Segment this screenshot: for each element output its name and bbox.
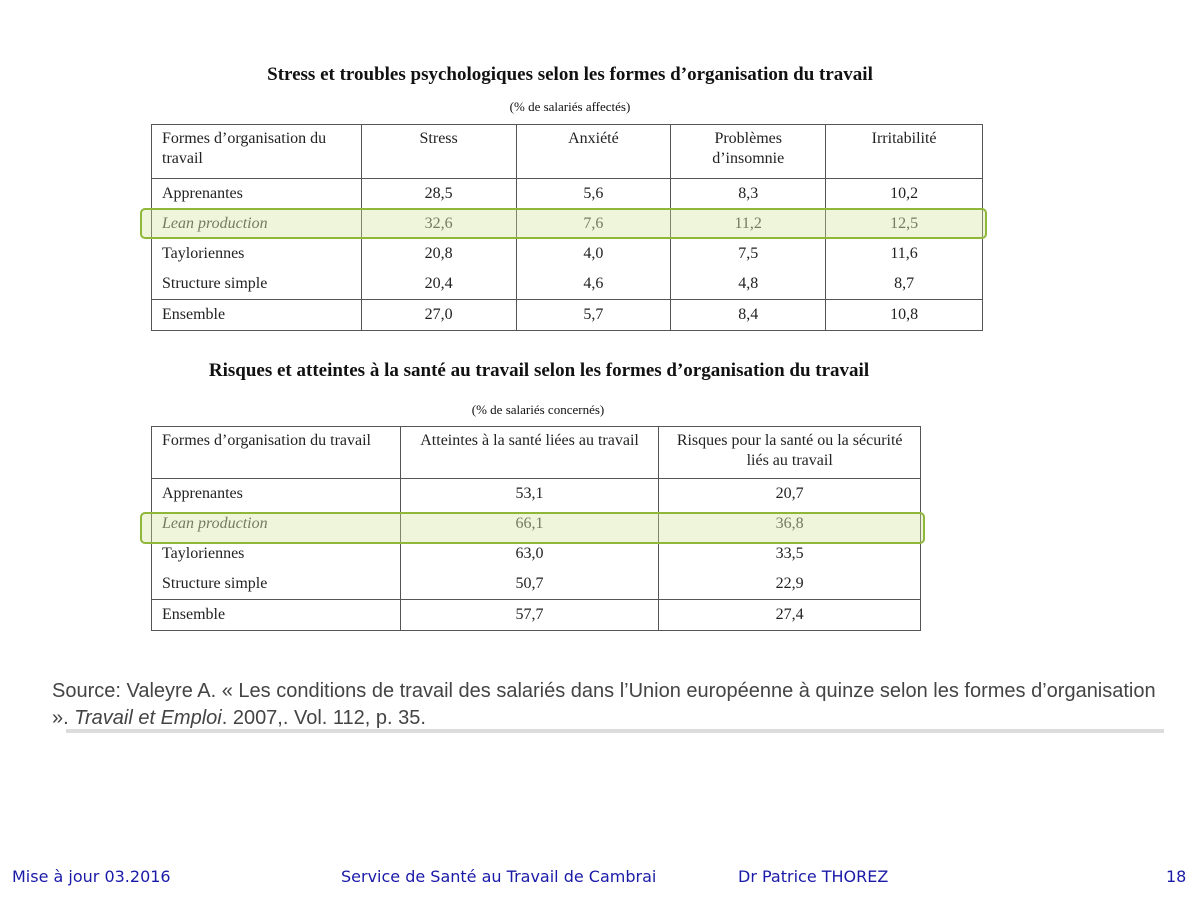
table1-title: Stress et troubles psychologiques selon les formes d’organisation du travail: [267, 64, 873, 85]
cell: 20,7: [659, 479, 921, 510]
cell: 20,4: [361, 269, 516, 300]
cell: 27,4: [659, 600, 921, 631]
source-text: Source: Valeyre A. « Les conditions de travail des salariés dans l’Union européenne à quinze selon les formes d’organisation ».: [52, 680, 1156, 729]
table2-subtitle: (% de salariés concernés): [471, 402, 605, 417]
cell: 11,2: [671, 209, 826, 239]
cell: 57,7: [400, 600, 659, 631]
table-row-highlighted: [152, 509, 921, 539]
table1-header-irritabilite: Irritabilité: [826, 125, 983, 179]
row-label: Apprenantes: [152, 479, 401, 510]
cell: 20,8: [361, 239, 516, 269]
cell: 50,7: [400, 569, 659, 600]
table-row: [152, 539, 921, 569]
table2: [151, 426, 921, 631]
cell: 32,6: [361, 209, 516, 239]
table-row: [152, 269, 983, 300]
source-divider: [66, 729, 1164, 733]
cell: 33,5: [659, 539, 921, 569]
table-row-highlighted: [152, 209, 983, 239]
source-details: . 2007,. Vol. 112, p. 35.: [221, 707, 426, 729]
cell: 10,2: [826, 179, 983, 210]
cell: 63,0: [400, 539, 659, 569]
table2-header-risques: Risques pour la santé ou la sécurité liés au travail: [659, 427, 921, 479]
table2-header-atteintes: Atteintes à la santé liées au travail: [400, 427, 659, 479]
row-label: Apprenantes: [152, 179, 362, 210]
table-row: [152, 179, 983, 210]
cell: 8,7: [826, 269, 983, 300]
cell: 8,3: [671, 179, 826, 210]
row-label: Lean production: [152, 209, 362, 239]
footer-author: Dr Patrice THOREZ: [738, 867, 889, 886]
footer-page-number: 18: [1166, 867, 1187, 886]
table1-header-forme: Formes d’organisation du travail: [152, 125, 362, 179]
table1-header-anxiete: Anxiété: [516, 125, 671, 179]
table2-header-forme: Formes d’organisation du travail: [152, 427, 401, 479]
cell: 10,8: [826, 300, 983, 331]
table-row: [152, 479, 921, 510]
row-label: Ensemble: [152, 300, 362, 331]
source-journal: Travail et Emploi: [74, 707, 222, 729]
row-label: Tayloriennes: [152, 539, 401, 569]
row-label: Tayloriennes: [152, 239, 362, 269]
footer-service: Service de Santé au Travail de Cambrai: [341, 867, 657, 886]
cell: 27,0: [361, 300, 516, 331]
cell: 4,0: [516, 239, 671, 269]
cell: 66,1: [400, 509, 659, 539]
footer-update-date: Mise à jour 03.2016: [12, 867, 171, 886]
cell: 5,7: [516, 300, 671, 331]
cell: 12,5: [826, 209, 983, 239]
table-row-total: [152, 600, 921, 631]
cell: 28,5: [361, 179, 516, 210]
table1-subtitle: (% de salariés affectés): [509, 99, 631, 114]
cell: 8,4: [671, 300, 826, 331]
table-row-total: [152, 300, 983, 331]
table-row: [152, 569, 921, 600]
table-row: [152, 239, 983, 269]
table1-header-stress: Stress: [361, 125, 516, 179]
table2-title: Risques et atteintes à la santé au travail selon les formes d’organisation du travail: [208, 360, 870, 381]
cell: 7,6: [516, 209, 671, 239]
table1-header-insomnie: Problèmes d’insomnie: [671, 125, 826, 179]
row-label: Structure simple: [152, 569, 401, 600]
cell: 4,8: [671, 269, 826, 300]
row-label: Structure simple: [152, 269, 362, 300]
cell: 7,5: [671, 239, 826, 269]
source-citation: [52, 678, 1172, 732]
cell: 4,6: [516, 269, 671, 300]
cell: 22,9: [659, 569, 921, 600]
row-label: Ensemble: [152, 600, 401, 631]
cell: 36,8: [659, 509, 921, 539]
cell: 5,6: [516, 179, 671, 210]
cell: 11,6: [826, 239, 983, 269]
row-label: Lean production: [152, 509, 401, 539]
cell: 53,1: [400, 479, 659, 510]
table1: [151, 124, 983, 331]
